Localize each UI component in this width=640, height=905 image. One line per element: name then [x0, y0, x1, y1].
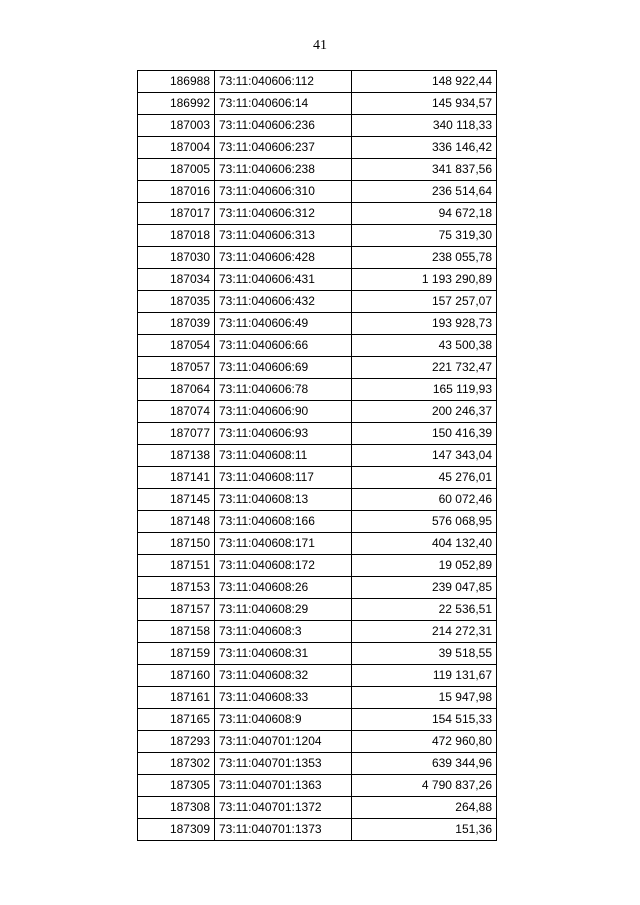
cadastral-value-cell: 264,88	[352, 797, 497, 819]
row-id-cell: 187064	[138, 379, 215, 401]
row-id-cell: 187077	[138, 423, 215, 445]
cadastral-number-cell: 73:11:040608:166	[215, 511, 352, 533]
row-id-cell: 187018	[138, 225, 215, 247]
cadastral-number-cell: 73:11:040608:9	[215, 709, 352, 731]
table-row	[138, 357, 497, 379]
cadastral-number-cell: 73:11:040608:29	[215, 599, 352, 621]
cadastral-value-cell: 341 837,56	[352, 159, 497, 181]
row-id-cell: 187302	[138, 753, 215, 775]
cadastral-number-cell: 73:11:040608:32	[215, 665, 352, 687]
cadastral-number-cell: 73:11:040606:90	[215, 401, 352, 423]
cadastral-value-cell: 200 246,37	[352, 401, 497, 423]
cadastral-number-cell: 73:11:040701:1363	[215, 775, 352, 797]
cadastral-number-cell: 73:11:040606:237	[215, 137, 352, 159]
cadastral-number-cell: 73:11:040606:238	[215, 159, 352, 181]
row-id-cell: 187157	[138, 599, 215, 621]
table-row	[138, 313, 497, 335]
table-row	[138, 445, 497, 467]
cadastral-value-cell: 145 934,57	[352, 93, 497, 115]
table-row	[138, 401, 497, 423]
cadastral-number-cell: 73:11:040608:33	[215, 687, 352, 709]
row-id-cell: 187004	[138, 137, 215, 159]
cadastral-value-cell: 119 131,67	[352, 665, 497, 687]
table-row	[138, 775, 497, 797]
table-row	[138, 467, 497, 489]
table-row	[138, 247, 497, 269]
cadastral-number-cell: 73:11:040606:69	[215, 357, 352, 379]
cadastral-number-cell: 73:11:040701:1372	[215, 797, 352, 819]
cadastral-value-cell: 165 119,93	[352, 379, 497, 401]
cadastral-number-cell: 73:11:040606:312	[215, 203, 352, 225]
table-row	[138, 159, 497, 181]
row-id-cell: 187141	[138, 467, 215, 489]
table-row	[138, 797, 497, 819]
row-id-cell: 187145	[138, 489, 215, 511]
cadastral-value-cell: 39 518,55	[352, 643, 497, 665]
row-id-cell: 187293	[138, 731, 215, 753]
table-row	[138, 577, 497, 599]
cadastral-value-cell: 404 132,40	[352, 533, 497, 555]
row-id-cell: 187054	[138, 335, 215, 357]
table-row	[138, 709, 497, 731]
row-id-cell: 187138	[138, 445, 215, 467]
row-id-cell: 187305	[138, 775, 215, 797]
cadastral-value-cell: 639 344,96	[352, 753, 497, 775]
table-row	[138, 181, 497, 203]
cadastral-value-cell: 239 047,85	[352, 577, 497, 599]
table-row	[138, 819, 497, 841]
cadastral-value-cell: 336 146,42	[352, 137, 497, 159]
table-row	[138, 137, 497, 159]
cadastral-number-cell: 73:11:040606:310	[215, 181, 352, 203]
table-row	[138, 599, 497, 621]
table-row	[138, 269, 497, 291]
table-row	[138, 203, 497, 225]
cadastral-value-cell: 193 928,73	[352, 313, 497, 335]
cadastral-number-cell: 73:11:040608:26	[215, 577, 352, 599]
cadastral-value-cell: 576 068,95	[352, 511, 497, 533]
cadastral-number-cell: 73:11:040606:112	[215, 71, 352, 93]
cadastral-value-cell: 19 052,89	[352, 555, 497, 577]
cadastral-value-cell: 43 500,38	[352, 335, 497, 357]
cadastral-value-cell: 221 732,47	[352, 357, 497, 379]
cadastral-value-cell: 236 514,64	[352, 181, 497, 203]
cadastral-number-cell: 73:11:040701:1353	[215, 753, 352, 775]
page-number: 41	[313, 38, 327, 53]
table-row	[138, 621, 497, 643]
row-id-cell: 187148	[138, 511, 215, 533]
table-row	[138, 753, 497, 775]
cadastral-number-cell: 73:11:040608:13	[215, 489, 352, 511]
cadastral-number-cell: 73:11:040606:313	[215, 225, 352, 247]
row-id-cell: 187153	[138, 577, 215, 599]
row-id-cell: 187016	[138, 181, 215, 203]
row-id-cell: 187034	[138, 269, 215, 291]
table-body	[138, 71, 497, 841]
table-row	[138, 115, 497, 137]
row-id-cell: 187158	[138, 621, 215, 643]
cadastral-value-cell: 238 055,78	[352, 247, 497, 269]
table-row	[138, 665, 497, 687]
cadastral-number-cell: 73:11:040608:11	[215, 445, 352, 467]
row-id-cell: 187159	[138, 643, 215, 665]
table-row	[138, 489, 497, 511]
row-id-cell: 187161	[138, 687, 215, 709]
cadastral-value-cell: 15 947,98	[352, 687, 497, 709]
cadastral-number-cell: 73:11:040608:171	[215, 533, 352, 555]
cadastral-value-cell: 4 790 837,26	[352, 775, 497, 797]
cadastral-value-cell: 340 118,33	[352, 115, 497, 137]
row-id-cell: 187160	[138, 665, 215, 687]
table-row	[138, 225, 497, 247]
table-row	[138, 335, 497, 357]
cadastral-value-cell: 147 343,04	[352, 445, 497, 467]
table-row	[138, 643, 497, 665]
row-id-cell: 186992	[138, 93, 215, 115]
cadastral-value-cell: 45 276,01	[352, 467, 497, 489]
table-row	[138, 93, 497, 115]
row-id-cell: 187005	[138, 159, 215, 181]
cadastral-number-cell: 73:11:040606:236	[215, 115, 352, 137]
table-row	[138, 555, 497, 577]
cadastral-number-cell: 73:11:040606:66	[215, 335, 352, 357]
cadastral-value-cell: 75 319,30	[352, 225, 497, 247]
cadastral-number-cell: 73:11:040608:172	[215, 555, 352, 577]
cadastral-number-cell: 73:11:040606:431	[215, 269, 352, 291]
table-row	[138, 423, 497, 445]
cadastral-value-cell: 60 072,46	[352, 489, 497, 511]
cadastral-number-cell: 73:11:040606:428	[215, 247, 352, 269]
cadastral-number-cell: 73:11:040608:117	[215, 467, 352, 489]
row-id-cell: 187150	[138, 533, 215, 555]
row-id-cell: 187309	[138, 819, 215, 841]
row-id-cell: 187039	[138, 313, 215, 335]
cadastral-number-cell: 73:11:040606:93	[215, 423, 352, 445]
cadastral-number-cell: 73:11:040606:49	[215, 313, 352, 335]
cadastral-number-cell: 73:11:040606:14	[215, 93, 352, 115]
cadastral-value-cell: 148 922,44	[352, 71, 497, 93]
cadastral-value-cell: 22 536,51	[352, 599, 497, 621]
cadastral-number-cell: 73:11:040606:432	[215, 291, 352, 313]
row-id-cell: 187151	[138, 555, 215, 577]
cadastral-number-cell: 73:11:040701:1204	[215, 731, 352, 753]
row-id-cell: 187017	[138, 203, 215, 225]
row-id-cell: 187030	[138, 247, 215, 269]
table-row	[138, 533, 497, 555]
table-row	[138, 71, 497, 93]
table-row	[138, 291, 497, 313]
cadastral-value-cell: 1 193 290,89	[352, 269, 497, 291]
table-row	[138, 731, 497, 753]
row-id-cell: 187035	[138, 291, 215, 313]
cadastral-number-cell: 73:11:040608:3	[215, 621, 352, 643]
cadastral-value-cell: 150 416,39	[352, 423, 497, 445]
row-id-cell: 187165	[138, 709, 215, 731]
row-id-cell: 187074	[138, 401, 215, 423]
cadastral-value-cell: 94 672,18	[352, 203, 497, 225]
row-id-cell: 187308	[138, 797, 215, 819]
table-row	[138, 511, 497, 533]
cadastral-value-cell: 472 960,80	[352, 731, 497, 753]
row-id-cell: 187003	[138, 115, 215, 137]
table-row	[138, 379, 497, 401]
cadastral-value-cell: 157 257,07	[352, 291, 497, 313]
row-id-cell: 187057	[138, 357, 215, 379]
table-row	[138, 687, 497, 709]
cadastral-value-cell: 154 515,33	[352, 709, 497, 731]
cadastral-value-table	[137, 70, 497, 841]
cadastral-number-cell: 73:11:040701:1373	[215, 819, 352, 841]
cadastral-value-cell: 151,36	[352, 819, 497, 841]
cadastral-number-cell: 73:11:040606:78	[215, 379, 352, 401]
row-id-cell: 186988	[138, 71, 215, 93]
cadastral-number-cell: 73:11:040608:31	[215, 643, 352, 665]
cadastral-value-cell: 214 272,31	[352, 621, 497, 643]
